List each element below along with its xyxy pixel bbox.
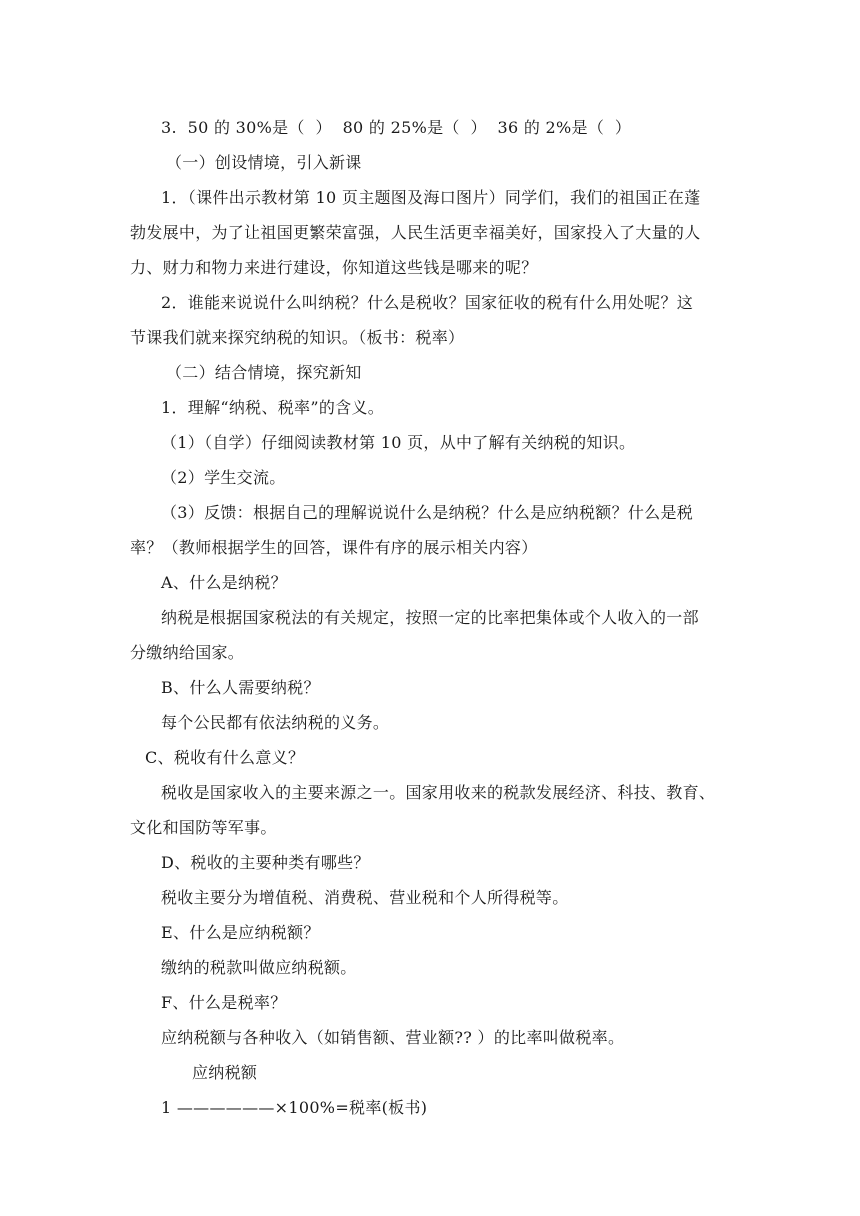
section-heading-2: （二）结合情境，探究新知 [166, 363, 362, 382]
paragraph-line: 力、财力和物力来进行建设，你知道这些钱是哪来的呢？ [130, 258, 538, 277]
formula-numerator: 应纳税额 [192, 1063, 258, 1082]
question-f: F、什么是税率？ [161, 993, 287, 1012]
answer-line: 文化和国防等军事。 [130, 818, 277, 837]
section-heading-1: （一）创设情境，引入新课 [166, 153, 362, 172]
question-b: B、什么人需要纳税？ [161, 678, 320, 697]
question-e: E、什么是应纳税额？ [161, 923, 320, 942]
question-d: D、税收的主要种类有哪些？ [161, 853, 370, 872]
paragraph-line: （2）学生交流。 [161, 468, 286, 487]
paragraph-line: 勃发展中，为了让祖国更繁荣富强，人民生活更幸福美好，国家投入了大量的人 [130, 223, 701, 242]
answer-line: 纳税是根据国家税法的有关规定，按照一定的比率把集体或个人收入的一部 [161, 608, 699, 627]
paragraph-line: 1．理解“纳税、税率”的含义。 [161, 398, 385, 417]
paragraph-line: 节课我们就来探究纳税的知识。（板书：税率） [130, 328, 465, 347]
formula-line: 1 ——————×100%=税率(板书) [161, 1098, 428, 1117]
question-a: A、什么是纳税？ [161, 573, 287, 592]
answer-line: 税收主要分为增值税、消费税、营业税和个人所得税等。 [161, 888, 569, 907]
answer-line: 应纳税额与各种收入（如销售额、营业额?? ）的比率叫做税率。 [161, 1028, 625, 1047]
answer-line: 分缴纳给国家。 [130, 643, 245, 662]
answer-line: 缴纳的税款叫做应纳税额。 [161, 958, 357, 977]
answer-line: 每个公民都有依法纳税的义务。 [161, 713, 390, 732]
paragraph-line: （3）反馈：根据自己的理解说说什么是纳税？什么是应纳税额？什么是税 [161, 503, 694, 522]
paragraph-line: 2．谁能来说说什么叫纳税？什么是税收？国家征收的税有什么用处呢？这 [161, 293, 694, 312]
paragraph-line: 率？（教师根据学生的回答，课件有序的展示相关内容） [130, 538, 538, 557]
answer-line: 税收是国家收入的主要来源之一。国家用收来的税款发展经济、科技、教育、 [161, 783, 716, 802]
paragraph-line: 1．（课件出示教材第 10 页主题图及海口图片）同学们，我们的祖国正在蓬 [161, 188, 701, 207]
paragraph-line: （1）（自学）仔细阅读教材第 10 页，从中了解有关纳税的知识。 [161, 433, 636, 452]
question-c: C、税收有什么意义？ [145, 748, 305, 767]
exercise-line-3: 3. 50 的 30%是（ ） 80 的 25%是（ ） 36 的 2%是（ ） [161, 118, 632, 137]
